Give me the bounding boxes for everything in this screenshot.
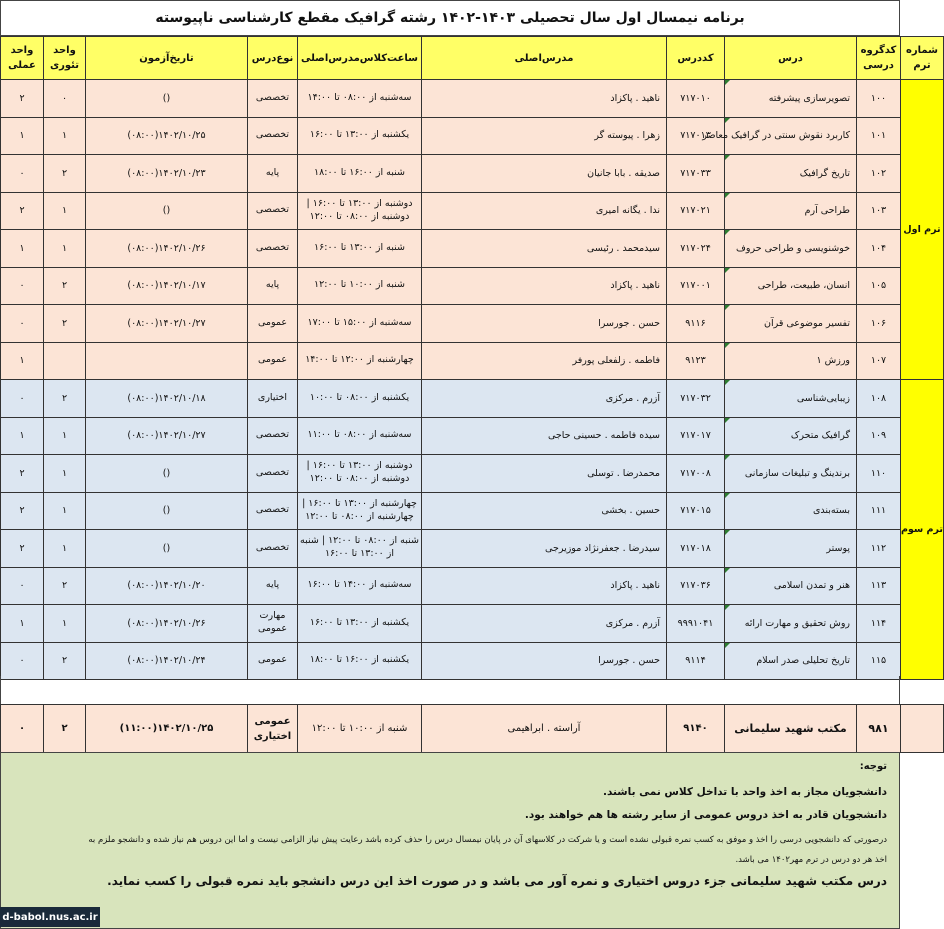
table-row bbox=[1, 117, 944, 155]
course-code-cell: ۷۱۷۰۳۳ bbox=[667, 155, 725, 193]
exam-date-cell: ۱۴۰۲/۱۰/۲۳(۰۸:۰۰) bbox=[86, 155, 248, 193]
exam-date-cell: ۱۴۰۲/۱۰/۲۷(۰۸:۰۰) bbox=[86, 305, 248, 343]
course-type-cell: مهارت عمومی bbox=[248, 605, 298, 643]
class-time-cell: یکشنبه از ۱۶:۰۰ تا ۱۸:۰۰ bbox=[298, 642, 422, 680]
header-theory: واحد تئوری bbox=[44, 37, 86, 80]
course-code-cell: ۹۱۱۶ bbox=[667, 305, 725, 343]
class-time-cell: دوشنبه از ۱۳:۰۰ تا ۱۶:۰۰ | دوشنبه از ۰۸:۰۰ تا ۱۲:۰۰ bbox=[298, 192, 422, 230]
class-time-cell: یکشنبه از ۰۸:۰۰ تا ۱۰:۰۰ bbox=[298, 380, 422, 418]
theory-units-cell: ۱ bbox=[44, 605, 86, 643]
table-row bbox=[1, 492, 944, 530]
group-code-cell: ۱۰۶ bbox=[857, 305, 901, 343]
course-type-cell: پایه bbox=[248, 567, 298, 605]
extra-exam: ۱۴۰۲/۱۰/۲۵(۱۱:۰۰) bbox=[86, 705, 248, 753]
course-name-cell: روش تحقیق و مهارت ارائه bbox=[725, 605, 857, 643]
group-code-cell: ۱۱۲ bbox=[857, 530, 901, 568]
class-time-cell: یکشنبه از ۱۳:۰۰ تا ۱۶:۰۰ bbox=[298, 605, 422, 643]
course-type-cell: تخصصی bbox=[248, 192, 298, 230]
table-row bbox=[1, 567, 944, 605]
teacher-cell: آزرم . مرکزی bbox=[422, 605, 667, 643]
group-code-cell: ۱۱۴ bbox=[857, 605, 901, 643]
course-name-cell: گرافیک متحرک bbox=[725, 417, 857, 455]
extra-term-cell bbox=[901, 705, 944, 753]
header-term: شماره ترم bbox=[901, 37, 944, 80]
course-type-cell: پایه bbox=[248, 155, 298, 193]
note-2: دانشجویان قادر به اخذ دروس عمومی از سایر رشته ها هم خواهند بود. bbox=[524, 809, 887, 821]
course-type-cell: تخصصی bbox=[248, 455, 298, 493]
course-code-cell: ۹۱۱۴ bbox=[667, 642, 725, 680]
course-code-cell: ۷۱۷۰۱۷ bbox=[667, 417, 725, 455]
table-row bbox=[1, 267, 944, 305]
theory-units-cell: ۲ bbox=[44, 380, 86, 418]
table-spacer bbox=[0, 676, 900, 704]
practical-units-cell: ۲ bbox=[1, 530, 44, 568]
exam-date-cell: ۱۴۰۲/۱۰/۲۶(۰۸:۰۰) bbox=[86, 230, 248, 268]
practical-units-cell: ۱ bbox=[1, 605, 44, 643]
practical-units-cell: ۰ bbox=[1, 267, 44, 305]
site-watermark: d-babol.nus.ac.ir bbox=[0, 907, 100, 927]
class-time-cell: چهارشنبه از ۱۲:۰۰ تا ۱۴:۰۰ bbox=[298, 342, 422, 380]
exam-date-cell: ۱۴۰۲/۱۰/۲۴(۰۸:۰۰) bbox=[86, 642, 248, 680]
note-4: درس مکتب شهید سلیمانی جزء دروس اختیاری و نمره آور می باشد و در صورت اخذ این درس دانشجو باید نمره قبولی را کسب نماید. bbox=[107, 874, 887, 889]
table-row bbox=[1, 455, 944, 493]
exam-date-cell: () bbox=[86, 455, 248, 493]
group-code-cell: ۱۰۳ bbox=[857, 192, 901, 230]
course-type-cell: عمومی bbox=[248, 305, 298, 343]
class-time-cell: سه‌شنبه از ۱۴:۰۰ تا ۱۶:۰۰ bbox=[298, 567, 422, 605]
group-code-cell: ۱۰۱ bbox=[857, 117, 901, 155]
theory-units-cell: ۱ bbox=[44, 530, 86, 568]
theory-units-cell: ۱ bbox=[44, 417, 86, 455]
class-time-cell: شنبه از ۱۶:۰۰ تا ۱۸:۰۰ bbox=[298, 155, 422, 193]
practical-units-cell: ۰ bbox=[1, 642, 44, 680]
course-name-cell: خوشنویسی و طراحی حروف bbox=[725, 230, 857, 268]
group-code-cell: ۱۰۷ bbox=[857, 342, 901, 380]
course-code-cell: ۷۱۷۰۱۳ bbox=[667, 117, 725, 155]
practical-units-cell: ۱ bbox=[1, 342, 44, 380]
course-type-cell: تخصصی bbox=[248, 530, 298, 568]
header-class-time: ساعت‌کلاس‌مدرس‌اصلی bbox=[298, 37, 422, 80]
exam-date-cell: ۱۴۰۲/۱۰/۱۸(۰۸:۰۰) bbox=[86, 380, 248, 418]
theory-units-cell bbox=[44, 342, 86, 380]
course-code-cell: ۷۱۷۰۲۴ bbox=[667, 230, 725, 268]
practical-units-cell: ۱ bbox=[1, 117, 44, 155]
table-row bbox=[1, 192, 944, 230]
header-exam-date: تاریخ‌آزمون bbox=[86, 37, 248, 80]
teacher-cell: ناهید . پاکزاد bbox=[422, 567, 667, 605]
theory-units-cell: ۲ bbox=[44, 567, 86, 605]
teacher-cell: صدیقه . بابا جانیان bbox=[422, 155, 667, 193]
teacher-cell: آزرم . مرکزی bbox=[422, 380, 667, 418]
teacher-cell: محمدرضا . توسلی bbox=[422, 455, 667, 493]
exam-date-cell: ۱۴۰۲/۱۰/۲۵(۰۸:۰۰) bbox=[86, 117, 248, 155]
exam-date-cell: ۱۴۰۲/۱۰/۲۶(۰۸:۰۰) bbox=[86, 605, 248, 643]
group-code-cell: ۱۰۴ bbox=[857, 230, 901, 268]
course-type-cell: تخصصی bbox=[248, 492, 298, 530]
header-teacher: مدرس‌اصلی bbox=[422, 37, 667, 80]
course-name-cell: تاریخ گرافیک bbox=[725, 155, 857, 193]
extra-code: ۹۱۴۰ bbox=[667, 705, 725, 753]
course-name-cell: کاربرد نقوش سنتی در گرافیک معاصر bbox=[725, 117, 857, 155]
note-1: دانشجویان مجاز به اخذ واحد با تداخل کلاس نمی باشند. bbox=[602, 786, 887, 798]
practical-units-cell: ۰ bbox=[1, 567, 44, 605]
theory-units-cell: ۱ bbox=[44, 455, 86, 493]
theory-units-cell: ۱ bbox=[44, 192, 86, 230]
course-name-cell: انسان، طبیعت، طراحی bbox=[725, 267, 857, 305]
header-practical: واحد عملی bbox=[1, 37, 44, 80]
course-code-cell: ۷۱۷۰۳۶ bbox=[667, 567, 725, 605]
class-time-cell: شنبه از ۱۳:۰۰ تا ۱۶:۰۰ bbox=[298, 230, 422, 268]
course-code-cell: ۷۱۷۰۱۰ bbox=[667, 80, 725, 118]
course-type-cell: اختیاری bbox=[248, 380, 298, 418]
term-label: ترم سوم bbox=[901, 380, 944, 680]
teacher-cell: ناهید . پاکزاد bbox=[422, 80, 667, 118]
class-time-cell: شنبه از ۰۸:۰۰ تا ۱۲:۰۰ | شنبه از ۱۳:۰۰ تا ۱۶:۰۰ bbox=[298, 530, 422, 568]
table-row bbox=[1, 605, 944, 643]
course-type-cell: پایه bbox=[248, 267, 298, 305]
table-header-row bbox=[1, 37, 944, 80]
course-name-cell: زیبایی‌شناسی bbox=[725, 380, 857, 418]
class-time-cell: سه‌شنبه از ۱۵:۰۰ تا ۱۷:۰۰ bbox=[298, 305, 422, 343]
teacher-cell: زهرا . پیوسته گر bbox=[422, 117, 667, 155]
extra-practical: ۰ bbox=[1, 705, 44, 753]
class-time-cell: شنبه از ۱۰:۰۰ تا ۱۲:۰۰ bbox=[298, 267, 422, 305]
course-code-cell: ۷۱۷۰۰۸ bbox=[667, 455, 725, 493]
practical-units-cell: ۲ bbox=[1, 455, 44, 493]
course-type-cell: عمومی bbox=[248, 642, 298, 680]
group-code-cell: ۱۰۸ bbox=[857, 380, 901, 418]
practical-units-cell: ۱ bbox=[1, 417, 44, 455]
course-name-cell: طراحی آرم bbox=[725, 192, 857, 230]
theory-units-cell: ۰ bbox=[44, 80, 86, 118]
teacher-cell: سیده فاطمه . حسینی حاجی bbox=[422, 417, 667, 455]
header-type: نوع‌درس bbox=[248, 37, 298, 80]
practical-units-cell: ۰ bbox=[1, 155, 44, 193]
teacher-cell: حسین . بخشی bbox=[422, 492, 667, 530]
teacher-cell: حسن . جورسرا bbox=[422, 305, 667, 343]
course-name-cell: تصویرسازی پیشرفته bbox=[725, 80, 857, 118]
extra-teacher: آراسته . ابراهیمی bbox=[422, 705, 667, 753]
table-row bbox=[1, 230, 944, 268]
extra-type: عمومی اختیاری bbox=[248, 705, 298, 753]
class-time-cell: یکشنبه از ۱۳:۰۰ تا ۱۶:۰۰ bbox=[298, 117, 422, 155]
table-row bbox=[1, 642, 944, 680]
extra-course-table bbox=[0, 704, 944, 753]
class-time-cell: چهارشنبه از ۱۳:۰۰ تا ۱۶:۰۰ | چهارشنبه از ۰۸:۰۰ تا ۱۲:۰۰ bbox=[298, 492, 422, 530]
extra-course: مکتب شهید سلیمانی bbox=[725, 705, 857, 753]
class-time-cell: دوشنبه از ۱۳:۰۰ تا ۱۶:۰۰ | دوشنبه از ۰۸:۰۰ تا ۱۲:۰۰ bbox=[298, 455, 422, 493]
theory-units-cell: ۱ bbox=[44, 492, 86, 530]
course-name-cell: پوستر bbox=[725, 530, 857, 568]
note-3a: درصورتی که دانشجویی درسی را اخذ و موفق به کسب نمره قبولی نشده است و یا شرکت در کلاسهای آن در پایان نیمسال درس را حذف کرده باشد رعایت پیش نیاز الزامی نیست و اما این دروس هم نیاز شده و دانشجو ملزم به bbox=[88, 835, 887, 845]
extra-time: شنبه از ۱۰:۰۰ تا ۱۲:۰۰ bbox=[298, 705, 422, 753]
course-code-cell: ۷۱۷۰۰۱ bbox=[667, 267, 725, 305]
course-name-cell: تاریخ تحلیلی صدر اسلام bbox=[725, 642, 857, 680]
group-code-cell: ۱۰۹ bbox=[857, 417, 901, 455]
teacher-cell: سیدرضا . جعفرنژاد موزیرجی bbox=[422, 530, 667, 568]
exam-date-cell: ۱۴۰۲/۱۰/۲۷(۰۸:۰۰) bbox=[86, 417, 248, 455]
course-code-cell: ۹۹۹۱۰۴۱ bbox=[667, 605, 725, 643]
theory-units-cell: ۱ bbox=[44, 230, 86, 268]
page-title: برنامه نیمسال اول سال تحصیلی ۱۴۰۳-۱۴۰۲ رشته گرافیک مقطع کارشناسی ناپیوسته bbox=[0, 0, 900, 36]
course-type-cell: تخصصی bbox=[248, 417, 298, 455]
course-code-cell: ۹۱۲۳ bbox=[667, 342, 725, 380]
theory-units-cell: ۲ bbox=[44, 642, 86, 680]
table-row bbox=[1, 342, 944, 380]
course-name-cell: هنر و تمدن اسلامی bbox=[725, 567, 857, 605]
class-time-cell: سه‌شنبه از ۰۸:۰۰ تا ۱۴:۰۰ bbox=[298, 80, 422, 118]
theory-units-cell: ۲ bbox=[44, 155, 86, 193]
course-name-cell: برندینگ و تبلیغات سازمانی bbox=[725, 455, 857, 493]
teacher-cell: فاطمه . زلفعلی پورفر bbox=[422, 342, 667, 380]
header-group-code: کدگروه درسی bbox=[857, 37, 901, 80]
teacher-cell: ناهید . پاکزاد bbox=[422, 267, 667, 305]
group-code-cell: ۱۱۳ bbox=[857, 567, 901, 605]
theory-units-cell: ۱ bbox=[44, 117, 86, 155]
group-code-cell: ۱۰۲ bbox=[857, 155, 901, 193]
extra-course-row bbox=[1, 705, 944, 753]
exam-date-cell: () bbox=[86, 530, 248, 568]
table-row bbox=[1, 530, 944, 568]
exam-date-cell: () bbox=[86, 492, 248, 530]
course-name-cell: ورزش ۱ bbox=[725, 342, 857, 380]
practical-units-cell: ۲ bbox=[1, 492, 44, 530]
course-code-cell: ۷۱۷۰۲۱ bbox=[667, 192, 725, 230]
practical-units-cell: ۲ bbox=[1, 80, 44, 118]
practical-units-cell: ۰ bbox=[1, 305, 44, 343]
extra-group: ۹۸۱ bbox=[857, 705, 901, 753]
table-row bbox=[1, 380, 944, 418]
course-code-cell: ۷۱۷۰۳۲ bbox=[667, 380, 725, 418]
header-course-code: کددرس bbox=[667, 37, 725, 80]
course-name-cell: بسته‌بندی bbox=[725, 492, 857, 530]
group-code-cell: ۱۰۵ bbox=[857, 267, 901, 305]
term-label: ترم اول bbox=[901, 80, 944, 380]
exam-date-cell: ۱۴۰۲/۱۰/۱۷(۰۸:۰۰) bbox=[86, 267, 248, 305]
practical-units-cell: ۲ bbox=[1, 192, 44, 230]
course-name-cell: تفسیر موضوعی قرآن bbox=[725, 305, 857, 343]
table-row bbox=[1, 155, 944, 193]
group-code-cell: ۱۱۱ bbox=[857, 492, 901, 530]
theory-units-cell: ۲ bbox=[44, 267, 86, 305]
course-code-cell: ۷۱۷۰۱۵ bbox=[667, 492, 725, 530]
schedule-table bbox=[0, 36, 944, 680]
notes-section bbox=[0, 752, 900, 929]
table-row bbox=[1, 417, 944, 455]
course-type-cell: تخصصی bbox=[248, 80, 298, 118]
extra-theory: ۲ bbox=[44, 705, 86, 753]
table-row bbox=[1, 80, 944, 118]
course-type-cell: تخصصی bbox=[248, 230, 298, 268]
practical-units-cell: ۱ bbox=[1, 230, 44, 268]
table-row bbox=[1, 305, 944, 343]
notes-label: توجه: bbox=[859, 761, 887, 772]
practical-units-cell: ۰ bbox=[1, 380, 44, 418]
note-3b: اخذ هر دو درس در ترم مهر۱۴۰۲ می باشد. bbox=[735, 855, 887, 866]
header-course: درس bbox=[725, 37, 857, 80]
theory-units-cell: ۲ bbox=[44, 305, 86, 343]
exam-date-cell: ۱۴۰۲/۱۰/۲۰(۰۸:۰۰) bbox=[86, 567, 248, 605]
course-code-cell: ۷۱۷۰۱۸ bbox=[667, 530, 725, 568]
exam-date-cell: () bbox=[86, 192, 248, 230]
group-code-cell: ۱۱۵ bbox=[857, 642, 901, 680]
exam-date-cell bbox=[86, 342, 248, 380]
teacher-cell: ندا . یگانه امیری bbox=[422, 192, 667, 230]
group-code-cell: ۱۰۰ bbox=[857, 80, 901, 118]
class-time-cell: سه‌شنبه از ۰۸:۰۰ تا ۱۱:۰۰ bbox=[298, 417, 422, 455]
course-type-cell: عمومی bbox=[248, 342, 298, 380]
course-type-cell: تخصصی bbox=[248, 117, 298, 155]
teacher-cell: حسن . جورسرا bbox=[422, 642, 667, 680]
group-code-cell: ۱۱۰ bbox=[857, 455, 901, 493]
exam-date-cell: () bbox=[86, 80, 248, 118]
teacher-cell: سیدمحمد . رئیسی bbox=[422, 230, 667, 268]
